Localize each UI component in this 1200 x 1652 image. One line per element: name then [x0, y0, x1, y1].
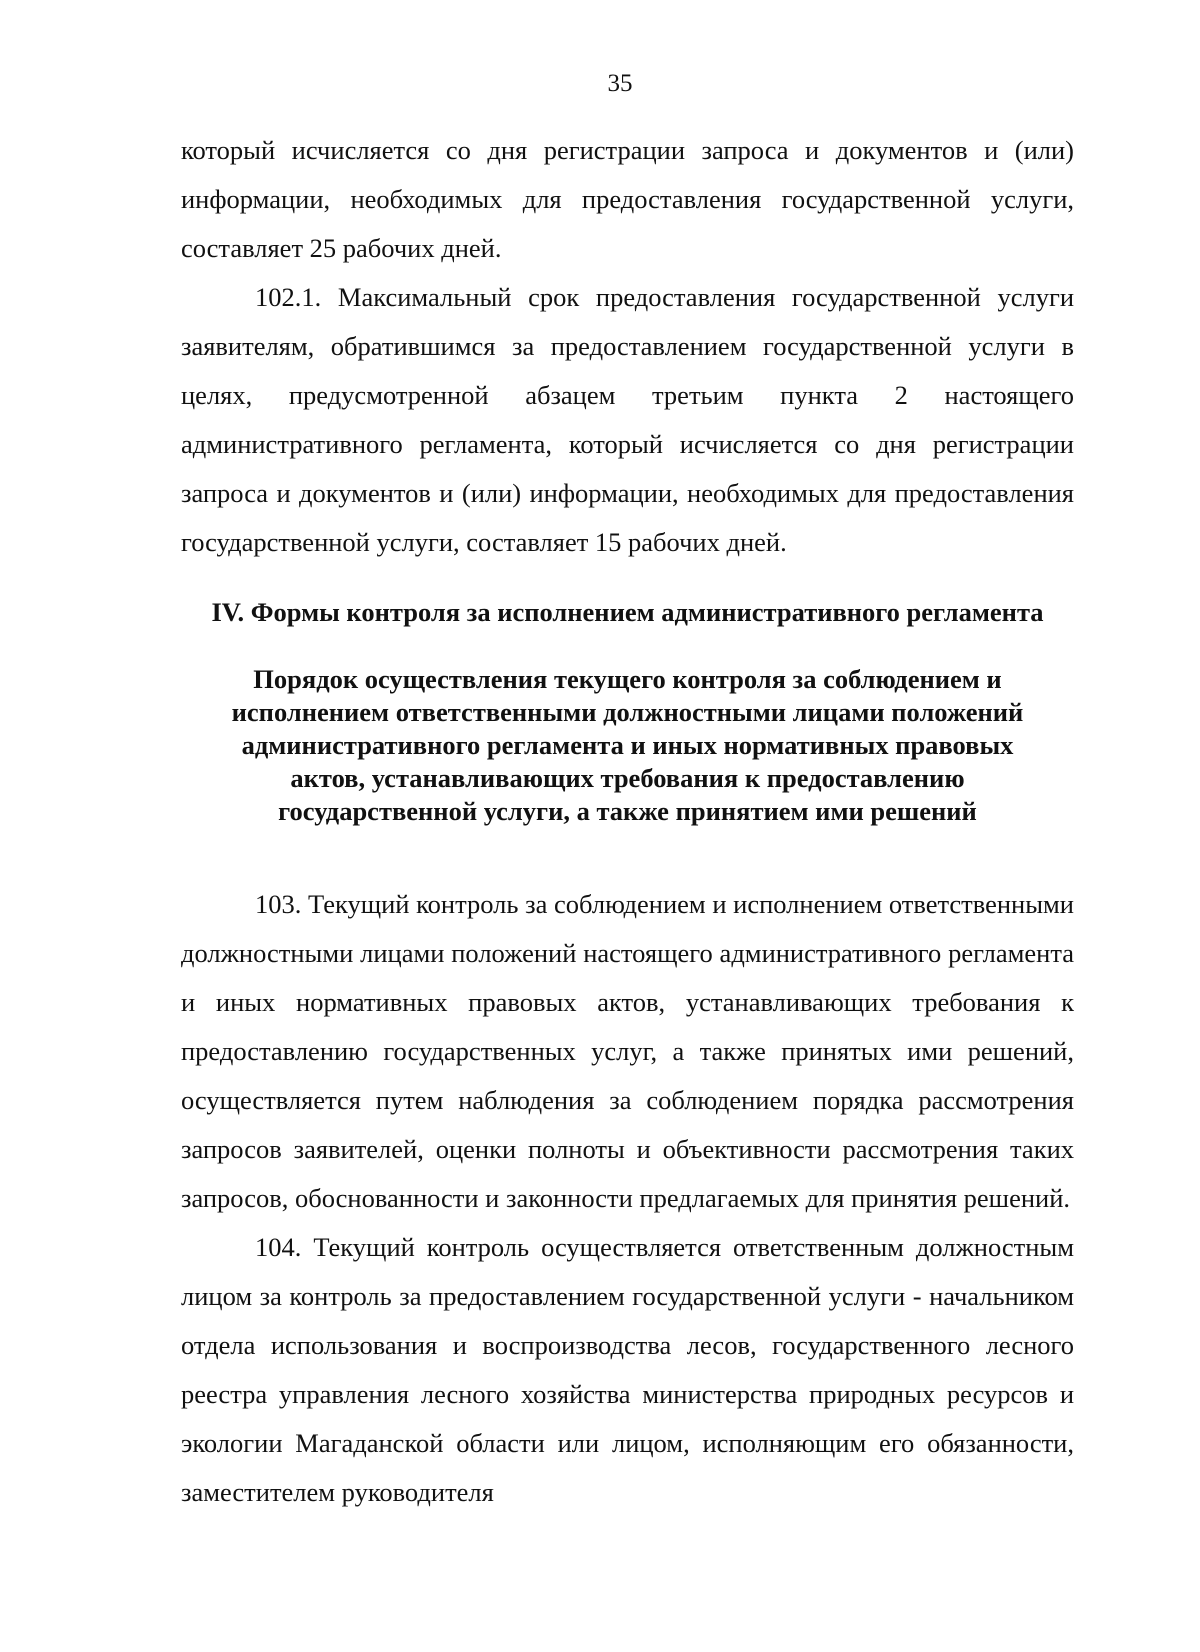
subsection-heading-line: государственной услуги, а также принятием ими решений — [278, 796, 977, 826]
section-heading: IV. Формы контроля за исполнением административного регламента — [211, 597, 1044, 627]
subsection-heading — [181, 663, 1074, 828]
paragraph-102-1: 102.1. Максимальный срок предоставления государственной услуги заявителям, обратившимся за предоставлением государственной услуги в целях, предусмотренной абзацем третьим пункта 2 настоящего административного регламента, который исчисляется со дня регистрации запроса и документов и (или) информации, необходимых для предоставления государственной услуги, составляет 15 рабочих дней. — [181, 282, 1074, 557]
subsection-heading-line: актов, устанавливающих требования к предоставлению — [290, 763, 965, 793]
paragraph-103: 103. Текущий контроль за соблюдением и исполнением ответственными должностными лицами положений настоящего административного регламента и иных нормативных правовых актов, устанавливающих требования к предоставлению государственных услуг, а также принятых ими решений, осуществляется путем наблюдения за соблюдением порядка рассмотрения запросов заявителей, оценки полноты и объективности рассмотрения таких запросов, обоснованности и законности предлагаемых для принятия решений. — [181, 889, 1074, 1213]
paragraph-104: 104. Текущий контроль осуществляется ответственным должностным лицом за контроль за предоставлением государственной услуги - начальником отдела использования и воспроизводства лесов, государственного лесного реестра управления лесного хозяйства министерства природных ресурсов и экологии Магаданской области или лицом, исполняющим его обязанности, заместителем руководителя — [181, 1232, 1074, 1507]
page-number: 35 — [607, 70, 633, 97]
subsection-heading-line: административного регламента и иных нормативных правовых — [241, 730, 1014, 760]
subsection-heading-line: исполнением ответственными должностными лицами положений — [231, 697, 1024, 727]
paragraph-continuation: который исчисляется со дня регистрации запроса и документов и (или) информации, необходимых для предоставления государственной услуги, составляет 25 рабочих дней. — [181, 135, 1074, 263]
subsection-heading-line: Порядок осуществления текущего контроля за соблюдением и — [253, 664, 1002, 694]
page-body — [181, 126, 1074, 1517]
